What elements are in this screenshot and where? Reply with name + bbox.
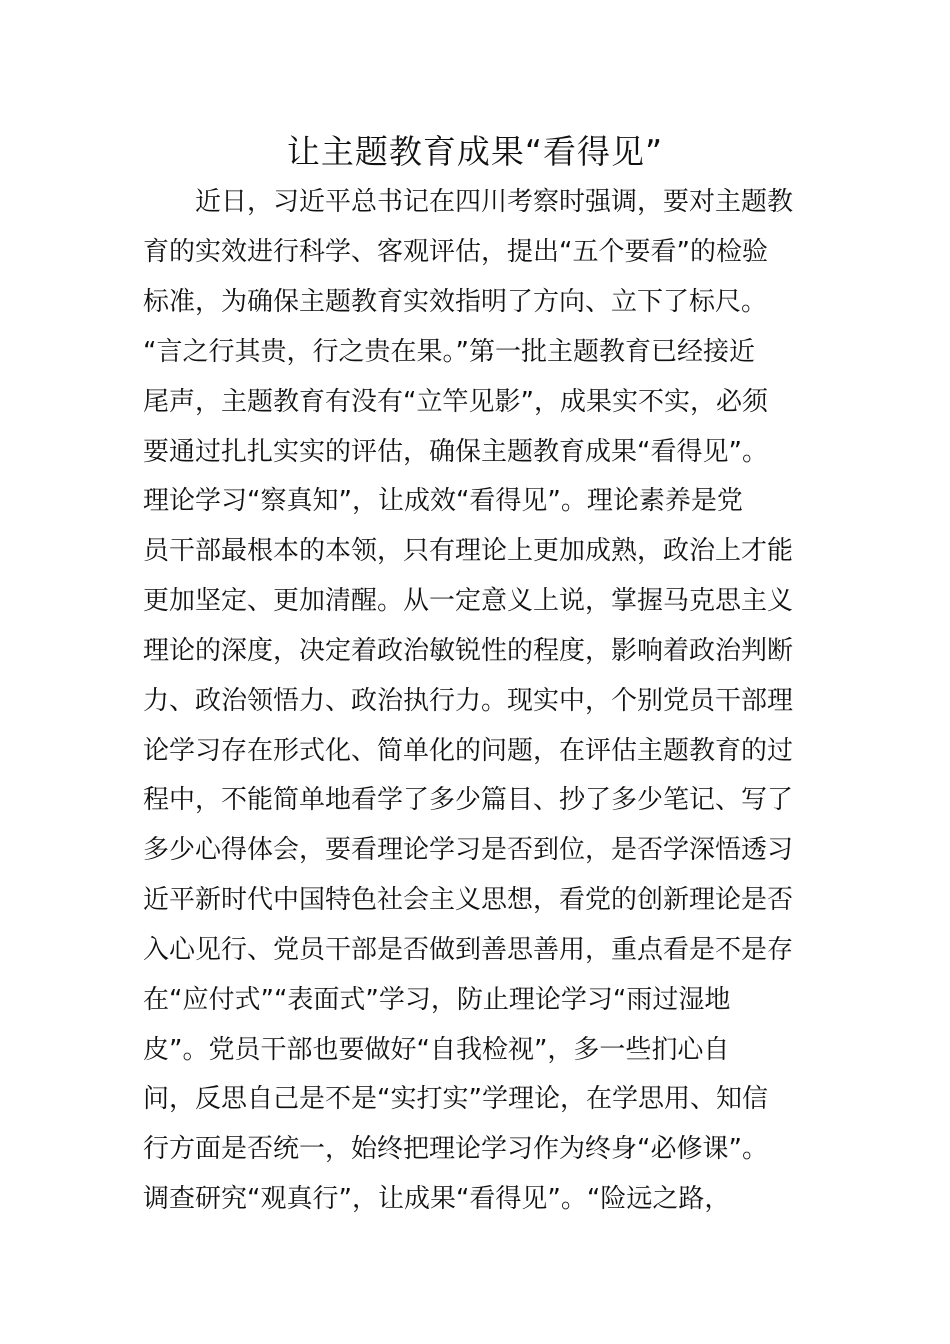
text-line: 调查研究“观真行”，让成果“看得见”。“险远之路， bbox=[143, 1184, 731, 1214]
text-line: 皮”。党员干部也要做好“自我检视”，多一些扪心自 bbox=[143, 1035, 730, 1065]
document-title: 让主题教育成果“看得见” bbox=[286, 132, 664, 171]
text-line: 问，反思自己是不是“实打实”学理论，在学思用、知信 bbox=[143, 1084, 768, 1114]
text-line: 育的实效进行科学、客观评估，提出“五个要看”的检验 bbox=[143, 237, 768, 267]
text-line: 理论的深度，决定着政治敏锐性的程度，影响着政治判断 bbox=[143, 636, 794, 666]
text-line: 行方面是否统一，始终把理论学习作为终身“必修课”。 bbox=[143, 1134, 768, 1164]
text-line: 标准，为确保主题教育实效指明了方向、立下了标尺。 bbox=[143, 287, 768, 317]
text-line: 力、政治领悟力、政治执行力。现实中，个别党员干部理 bbox=[143, 686, 794, 716]
text-line: 更加坚定、更加清醒。从一定意义上说，掌握马克思主义 bbox=[143, 586, 794, 616]
text-line: 多少心得体会，要看理论学习是否到位，是否学深悟透习 bbox=[143, 835, 794, 865]
text-line: 尾声，主题教育有没有“立竿见影”，成果实不实，必须 bbox=[143, 387, 768, 417]
text-line: 论学习存在形式化、简单化的问题，在评估主题教育的过 bbox=[143, 736, 794, 766]
text-line: 近平新时代中国特色社会主义思想，看党的创新理论是否 bbox=[143, 885, 794, 915]
text-line: 理论学习“察真知”，让成效“看得见”。理论素养是党 bbox=[143, 486, 743, 516]
text-line: 程中，不能简单地看学了多少篇目、抄了多少笔记、写了 bbox=[143, 785, 794, 815]
text-line: 员干部最根本的本领，只有理论上更加成熟，政治上才能 bbox=[143, 536, 794, 566]
text-line: 在“应付式”“表面式”学习，防止理论学习“雨过湿地 bbox=[143, 985, 731, 1015]
text-line: “言之行其贵，行之贵在果。”第一批主题教育已经接近 bbox=[143, 337, 755, 367]
text-line: 近日，习近平总书记在四川考察时强调，要对主题教 bbox=[143, 187, 794, 217]
text-line: 要通过扎扎实实的评估，确保主题教育成果“看得见”。 bbox=[143, 437, 768, 467]
text-line: 入心见行、党员干部是否做到善思善用，重点看是不是存 bbox=[143, 935, 794, 965]
